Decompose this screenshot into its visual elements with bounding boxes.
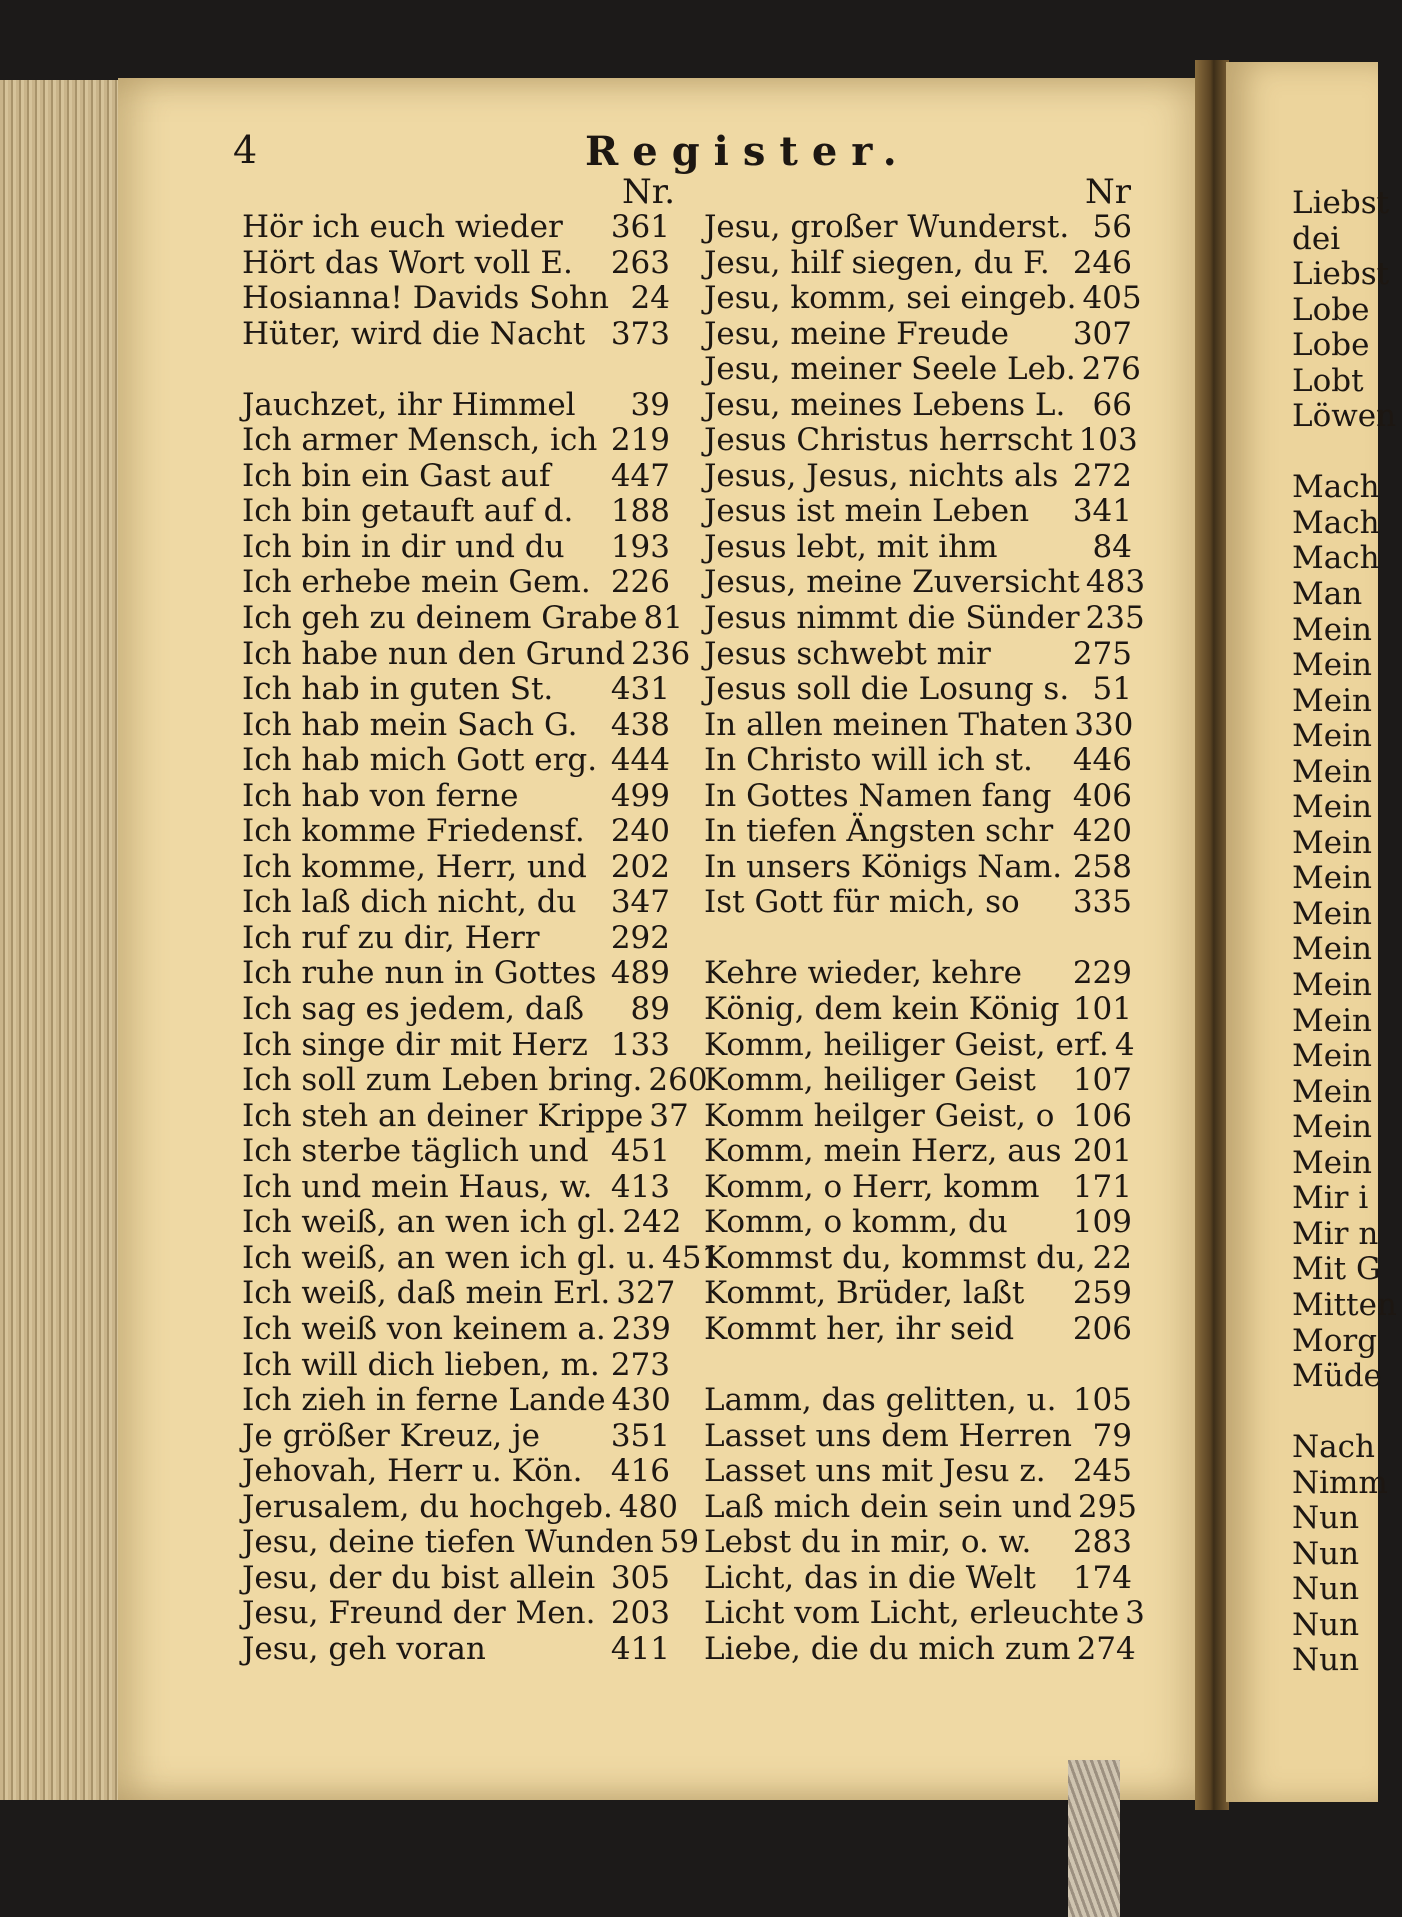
index-entry-partial: Mein [1292, 860, 1372, 897]
entry-number: 307 [1072, 315, 1132, 352]
entry-title: Jesu, meiner Seele Leb. [704, 351, 1076, 388]
entry-title: In tiefen Ängsten schr [704, 813, 1054, 850]
index-entry-partial: Nach [1292, 1429, 1375, 1466]
ribbon-bookmark [1068, 1760, 1120, 1917]
entry-title: Licht, das in die Welt [704, 1559, 1036, 1596]
index-entry [704, 530, 1132, 566]
entry-title: Ich ruhe nun in Gottes [242, 955, 597, 992]
index-entry-partial: Mein [1292, 1038, 1372, 1075]
index-entry [242, 1348, 670, 1384]
entry-number: 276 [1081, 351, 1141, 388]
entry-number: 22 [1092, 1239, 1132, 1276]
entry-number: 258 [1072, 848, 1132, 885]
index-entry [242, 210, 670, 246]
entry-title: Ich singe dir mit Herz [242, 1026, 588, 1063]
index-entry [704, 850, 1132, 886]
index-entry [242, 1561, 670, 1597]
entry-number: 51 [1092, 671, 1132, 708]
entry-number: 430 [611, 1382, 671, 1419]
index-entry-partial: Mein [1292, 682, 1372, 719]
entry-title: Kommt, Brüder, laßt [704, 1275, 1025, 1312]
entry-title: Hör ich euch wieder [242, 209, 563, 245]
entry-number: 274 [1076, 1630, 1136, 1667]
index-entry-partial: Mach [1292, 504, 1380, 541]
entry-title: Ich steh an deiner Krippe [242, 1097, 644, 1134]
index-entry [242, 1419, 670, 1455]
page-edges [0, 80, 130, 1800]
entry-number: 406 [1072, 777, 1132, 814]
index-entry [704, 1595, 1145, 1632]
entry-title: Ich bin getauft auf d. [242, 493, 574, 530]
entry-number: 295 [1077, 1488, 1137, 1525]
index-entry [704, 1026, 1135, 1064]
index-entry-partial: Nun [1292, 1535, 1360, 1572]
entry-title: Ich weiß von keinem a. [242, 1310, 606, 1347]
index-entry [704, 317, 1132, 353]
index-entry-partial: Mein [1292, 895, 1372, 932]
entry-number: 171 [1072, 1168, 1132, 1205]
index-entry-partial: Morg [1292, 1322, 1378, 1359]
index-entry [704, 422, 1138, 459]
entry-title: Jesu, hilf siegen, du F. [704, 244, 1050, 281]
index-entry [242, 992, 670, 1028]
entry-number: 133 [610, 1026, 670, 1063]
entry-title: Lebst du in mir, o. w. [704, 1524, 1032, 1561]
index-entry [242, 281, 670, 317]
index-entry-partial: Mein [1292, 967, 1372, 1004]
entry-number: 341 [1072, 493, 1132, 530]
entry-title: Jesus, Jesus, nichts als [704, 457, 1059, 494]
index-entry [242, 1239, 722, 1277]
index-entry-partial: Müde [1292, 1358, 1382, 1395]
entry-number: 444 [610, 742, 670, 779]
index-entry [704, 210, 1132, 246]
index-entry [704, 1525, 1132, 1561]
index-entry [704, 1454, 1132, 1490]
entry-title: Ich ruf zu dir, Herr [242, 919, 540, 956]
index-entry-partial: Mein [1292, 789, 1372, 826]
index-entry [242, 388, 670, 424]
entry-title: Ich bin in dir und du [242, 528, 565, 565]
index-entry [242, 1204, 682, 1241]
index-entry [242, 565, 670, 601]
entry-number: 305 [610, 1559, 670, 1596]
index-entry-partial: Mein [1292, 753, 1372, 790]
entry-title: Jesus nimmt die Sünder [704, 600, 1080, 637]
index-entry [704, 779, 1132, 815]
index-entry [242, 1524, 700, 1561]
entry-number: 420 [1072, 813, 1132, 850]
entry-title: Jesu, meine Freude [704, 315, 1010, 352]
index-entry-partial: Nun [1292, 1571, 1360, 1608]
index-entry [704, 1383, 1132, 1419]
entry-number: 109 [1072, 1204, 1132, 1241]
entry-title: Ich geh zu deinem Grabe [242, 600, 638, 637]
index-entry [704, 743, 1132, 779]
entry-number: 236 [631, 635, 691, 672]
entry-title: Jesu, komm, sei eingeb. [704, 280, 1077, 317]
entry-number: 219 [610, 422, 670, 459]
entry-number: 411 [610, 1630, 670, 1667]
index-entry [242, 1488, 678, 1526]
entry-title: Lasset uns dem Herren [704, 1417, 1073, 1454]
index-entry [704, 814, 1132, 850]
entry-title: Ich will dich lieben, m. [242, 1346, 600, 1383]
entry-title: Jesu, Freund der Men. [242, 1595, 596, 1632]
index-entry [242, 1312, 670, 1348]
index-entry [704, 1488, 1137, 1526]
index-entry-partial: Mein [1292, 931, 1372, 968]
index-entry [242, 1596, 670, 1632]
entry-number: 259 [1072, 1275, 1132, 1312]
index-entry [242, 530, 670, 566]
entry-number: 347 [610, 884, 670, 921]
entry-number: 272 [1072, 457, 1132, 494]
index-entry [704, 280, 1142, 317]
index-entry-partial: Liebst [1292, 256, 1390, 293]
entry-title: Ich sterbe täglich und [242, 1133, 589, 1170]
entry-title: Ich weiß, daß mein Erl. [242, 1275, 611, 1312]
index-entry [242, 1134, 670, 1170]
index-entry [242, 1170, 670, 1206]
index-entry-partial: Mach [1292, 469, 1380, 506]
index-entry [704, 1099, 1132, 1135]
section-gap [704, 1348, 1132, 1384]
entry-title: Jesus soll die Losung s. [704, 671, 1070, 708]
entry-title: Kommt her, ihr seid [704, 1310, 1015, 1347]
index-entry [704, 956, 1132, 992]
index-entry [242, 708, 670, 744]
entry-title: In Gottes Namen fang [704, 777, 1052, 814]
entry-number: 292 [610, 919, 670, 956]
entry-number: 451 [610, 1133, 670, 1170]
index-entry [704, 1134, 1132, 1170]
index-entry [704, 351, 1141, 388]
index-entry-partial: Lobe [1292, 327, 1370, 364]
entry-title: Jesus schwebt mir [704, 635, 991, 672]
entry-number: 263 [610, 244, 670, 281]
entry-title: Ist Gott für mich, so [704, 884, 1020, 921]
index-entry [704, 1205, 1132, 1241]
index-entry-partial: Mein [1292, 824, 1372, 861]
index-entry-partial: Mach [1292, 540, 1380, 577]
entry-title: Jesus Christus herrscht [704, 422, 1073, 459]
index-entry [242, 317, 670, 353]
entry-title: Hüter, wird die Nacht [242, 315, 586, 352]
entry-number: 101 [1072, 991, 1132, 1028]
index-entry-partial: Mein [1292, 1002, 1372, 1039]
index-entry-partial: Nun [1292, 1642, 1360, 1679]
entry-title: Hosianna! Davids Sohn [242, 280, 609, 317]
entry-title: Ich hab von ferne [242, 777, 519, 814]
index-entry [242, 956, 670, 992]
entry-number: 275 [1072, 635, 1132, 672]
entry-title: Kehre wieder, kehre [704, 955, 1023, 992]
entry-title: Lasset uns mit Jesu z. [704, 1453, 1046, 1490]
entry-number: 240 [610, 813, 670, 850]
index-entry-partial: Nun [1292, 1500, 1360, 1537]
index-entry [704, 564, 1146, 601]
entry-number: 81 [643, 600, 683, 637]
index-entry [242, 1632, 670, 1668]
entry-number: 245 [1072, 1453, 1132, 1490]
index-entry-partial: Mein [1292, 1144, 1372, 1181]
entry-title: Lamm, das gelitten, u. [704, 1382, 1057, 1419]
entry-number: 447 [610, 457, 670, 494]
index-entry-partial: Löwen [1292, 398, 1397, 435]
entry-title: Ich weiß, an wen ich gl. [242, 1204, 617, 1241]
entry-title: Ich weiß, an wen ich gl. u. [242, 1239, 657, 1276]
index-entry [242, 1028, 670, 1064]
entry-title: Komm, heiliger Geist, erf. [704, 1026, 1109, 1063]
index-entry [704, 992, 1132, 1028]
section-gap [242, 352, 670, 388]
index-entry [704, 1312, 1132, 1348]
entry-title: Ich komme Friedensf. [242, 813, 585, 850]
entry-number: 451 [662, 1239, 722, 1276]
entry-title: Ich laß dich nicht, du [242, 884, 577, 921]
section-gap [1292, 435, 1402, 471]
index-entry-partial: Liebst [1292, 185, 1390, 221]
entry-number: 283 [1072, 1524, 1132, 1561]
entry-number: 246 [1072, 244, 1132, 281]
entry-number: 79 [1092, 1417, 1132, 1454]
entry-number: 446 [1072, 742, 1132, 779]
index-column-next-page [1292, 186, 1402, 1679]
entry-number: 226 [610, 564, 670, 601]
index-entry [242, 1383, 670, 1419]
entry-number: 188 [610, 493, 670, 530]
index-entry [704, 1241, 1132, 1277]
index-entry-partial: Mir n [1292, 1215, 1379, 1252]
entry-number: 103 [1078, 422, 1138, 459]
entry-title: Ich komme, Herr, und [242, 848, 587, 885]
entry-title: Ich hab mich Gott erg. [242, 742, 598, 779]
index-entry [704, 388, 1132, 424]
index-entry [704, 600, 1145, 637]
entry-title: Ich soll zum Leben bring. [242, 1062, 643, 1099]
index-entry [704, 885, 1132, 921]
entry-title: Ich bin ein Gast auf [242, 457, 551, 494]
index-entry [704, 246, 1132, 282]
index-entry-partial: dei [1292, 220, 1341, 257]
index-entry-partial: Nimm [1292, 1464, 1388, 1501]
entry-title: Jesus, meine Zuversicht [704, 564, 1080, 601]
entry-number: 4 [1114, 1026, 1135, 1063]
entry-number: 66 [1092, 386, 1132, 423]
entry-title: Je größer Kreuz, je [242, 1417, 540, 1454]
index-column-right [704, 209, 1146, 1667]
index-entry [704, 708, 1132, 744]
entry-title: In unsers Königs Nam. [704, 848, 1063, 885]
entry-number: 438 [610, 706, 670, 743]
entry-number: 483 [1085, 564, 1146, 601]
entry-number [1126, 921, 1132, 957]
entry-number: 89 [630, 991, 670, 1028]
entry-title: Liebe, die du mich zum [704, 1630, 1071, 1667]
index-entry [242, 1097, 689, 1135]
entry-title: Jesu, großer Wunderst. [704, 209, 1070, 245]
entry-number: 489 [610, 955, 670, 992]
entry-number: 202 [610, 848, 670, 885]
entry-number: 106 [1072, 1097, 1132, 1134]
entry-title: Ich sag es jedem, daß [242, 991, 584, 1028]
index-entry-partial: Nun [1292, 1606, 1360, 1643]
entry-number: 242 [622, 1204, 682, 1241]
entry-number: 413 [610, 1168, 670, 1205]
index-entry [242, 779, 670, 815]
index-column-left [242, 209, 722, 1667]
entry-number [1126, 1348, 1132, 1384]
index-entry [704, 637, 1132, 673]
entry-number: 59 [659, 1524, 700, 1561]
index-entry [242, 246, 670, 282]
index-entry [242, 1062, 708, 1099]
entry-number: 174 [1072, 1559, 1132, 1596]
index-entry-partial: Mein [1292, 647, 1372, 684]
nr-label-right: Nr [1085, 172, 1132, 212]
entry-title: Ich hab in guten St. [242, 671, 554, 708]
entry-number: 499 [610, 777, 670, 814]
index-entry [704, 459, 1132, 495]
entry-number: 37 [649, 1097, 689, 1134]
index-entry [242, 885, 670, 921]
entry-title: Jehovah, Herr u. Kön. [242, 1453, 583, 1490]
entry-number: 480 [618, 1488, 678, 1525]
index-entry-partial: Man [1292, 576, 1363, 613]
entry-number [664, 352, 670, 388]
entry-number: 105 [1072, 1382, 1132, 1419]
page-title: Register. [585, 128, 911, 175]
entry-number: 361 [610, 209, 670, 245]
index-entry [704, 1063, 1132, 1099]
entry-title: König, dem kein König [704, 991, 1060, 1028]
entry-number: 239 [611, 1310, 671, 1347]
index-entry-partial: Mit G [1292, 1251, 1381, 1288]
entry-number: 416 [610, 1453, 670, 1490]
entry-number: 431 [610, 671, 670, 708]
entry-title: Jesus lebt, mit ihm [704, 528, 998, 565]
entry-number: 229 [1072, 955, 1132, 992]
entry-title: In allen meinen Thaten [704, 706, 1069, 743]
entry-number: 373 [610, 315, 670, 352]
entry-title: Ich habe nun den Grund [242, 635, 626, 672]
index-entry-partial: Mein [1292, 1109, 1372, 1146]
entry-number: 327 [616, 1275, 676, 1312]
entry-number: 193 [610, 528, 670, 565]
entry-number: 206 [1072, 1310, 1132, 1347]
entry-number: 335 [1072, 884, 1132, 921]
index-entry [704, 1170, 1132, 1206]
index-entry-partial: Mir i [1292, 1180, 1369, 1217]
entry-number: 351 [610, 1417, 670, 1454]
index-entry [704, 672, 1132, 708]
index-entry [242, 921, 670, 957]
nr-label-left: Nr. [622, 172, 676, 212]
entry-title: Komm, heiliger Geist [704, 1062, 1036, 1099]
index-entry [242, 635, 691, 673]
entry-number: 235 [1085, 600, 1145, 637]
index-entry-partial: Mein [1292, 611, 1372, 648]
entry-title: Komm, o Herr, komm [704, 1168, 1040, 1205]
page-number: 4 [233, 128, 258, 172]
index-entry [242, 494, 670, 530]
index-entry [704, 1419, 1132, 1455]
entry-title: Jesu, geh voran [242, 1630, 486, 1667]
index-entry [242, 423, 670, 459]
index-entry [704, 1276, 1132, 1312]
entry-title: Jauchzet, ihr Himmel [242, 386, 576, 423]
entry-title: Licht vom Licht, erleuchte [704, 1595, 1120, 1632]
book-gutter [1195, 60, 1229, 1810]
entry-title: Hört das Wort voll E. [242, 244, 573, 281]
index-entry [704, 1630, 1136, 1668]
entry-number: 3 [1125, 1595, 1145, 1632]
entry-title: Jesus ist mein Leben [704, 493, 1030, 530]
entry-title: Jesu, deine tiefen Wunden [242, 1524, 654, 1561]
index-entry [242, 743, 670, 779]
entry-title: Laß mich dein sein und [704, 1488, 1072, 1525]
entry-number: 24 [630, 280, 670, 317]
entry-number: 107 [1072, 1062, 1132, 1099]
index-entry [704, 494, 1132, 530]
entry-title: Ich zieh in ferne Lande [242, 1382, 606, 1419]
entry-title: Komm heilger Geist, o [704, 1097, 1055, 1134]
index-entry-partial: Mitten [1292, 1286, 1397, 1323]
index-entry-partial: Lobt [1292, 362, 1364, 399]
index-entry-partial: Mein [1292, 1073, 1372, 1110]
entry-title: Ich armer Mensch, ich [242, 422, 598, 459]
entry-title: In Christo will ich st. [704, 742, 1033, 779]
index-entry [242, 672, 670, 708]
section-gap [704, 921, 1132, 957]
entry-number: 203 [610, 1595, 670, 1632]
index-entry-partial: Mein [1292, 718, 1372, 755]
entry-number: 405 [1082, 280, 1142, 317]
entry-title: Komm, o komm, du [704, 1204, 1008, 1241]
entry-number: 201 [1072, 1133, 1132, 1170]
entry-title: Jesu, meines Lebens L. [704, 386, 1066, 423]
section-gap [1292, 1395, 1402, 1431]
index-entry [242, 1454, 670, 1490]
entry-title: Kommst du, kommst du, [704, 1239, 1086, 1276]
index-entry-partial: Lobe [1292, 291, 1370, 328]
entry-number: 273 [610, 1346, 670, 1383]
index-entry [242, 459, 670, 495]
entry-number: 330 [1074, 706, 1134, 743]
index-entry [242, 850, 670, 886]
entry-title: Ich erhebe mein Gem. [242, 564, 591, 601]
entry-number: 56 [1092, 209, 1132, 245]
entry-title: Komm, mein Herz, aus [704, 1133, 1062, 1170]
index-entry [242, 600, 683, 637]
index-entry [242, 1275, 676, 1312]
entry-title: Ich und mein Haus, w. [242, 1168, 593, 1205]
entry-title: Jerusalem, du hochgeb. [242, 1488, 613, 1525]
entry-number: 260 [648, 1062, 708, 1099]
index-entry [242, 814, 670, 850]
entry-number: 39 [630, 386, 670, 423]
entry-title: Jesu, der du bist allein [242, 1559, 596, 1596]
entry-number: 84 [1092, 528, 1132, 565]
index-entry [704, 1561, 1132, 1597]
entry-title: Ich hab mein Sach G. [242, 706, 578, 743]
